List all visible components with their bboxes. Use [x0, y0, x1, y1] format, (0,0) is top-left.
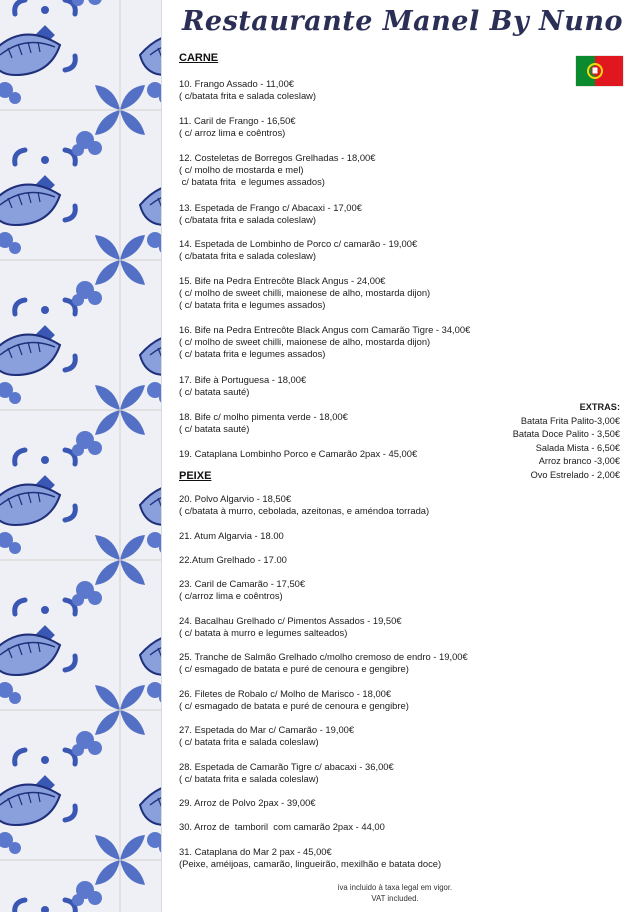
menu-item-detail: ( c/ molho de sweet chilli, maionese de alho, mostarda dijon): [179, 336, 431, 347]
menu-item: [179, 615, 402, 639]
extras-item: Arroz branco -3,00€: [538, 456, 620, 466]
extras-item: Batata Frita Palito-3,00€: [520, 415, 620, 426]
menu-item: [179, 651, 468, 675]
menu-item: [179, 578, 305, 602]
azulejo-tile-panel: [0, 0, 161, 912]
menu-item-detail: ( c/ molho de sweet chilli, maionese de alho, mostarda dijon): [179, 287, 431, 298]
menu-item-detail: ( c/ esmagado de batata e puré de cenoura e gengibre): [179, 700, 409, 711]
menu-item: [179, 78, 316, 102]
menu-item: [179, 797, 316, 809]
menu-item-title: 31. Cataplana do Mar 2 pax - 45,00€: [179, 846, 332, 857]
menu-item-title: 22.Atum Grelhado - 17.00: [179, 554, 287, 565]
menu-item: [179, 821, 385, 833]
menu-item: [179, 411, 348, 435]
menu-item: [179, 554, 287, 566]
menu-item: [179, 152, 375, 188]
menu-item-detail: ( c/batata frita e salada coleslaw): [179, 90, 317, 101]
menu-item-title: 14. Espetada de Lombinho de Porco c/ camarão - 19,00€: [179, 238, 418, 249]
menu-item-title: 23. Caril de Camarão - 17,50€: [179, 578, 306, 589]
menu-item-title: 19. Cataplana Lombinho Porco e Camarão 2pax - 45,00€: [179, 448, 418, 459]
menu-item-title: 16. Bife na Pedra Entrecôte Black Angus com Camarão Tigre - 34,00€: [179, 324, 471, 335]
menu-item-title: 11. Caril de Frango - 16,50€: [179, 115, 296, 126]
extras-box: [513, 401, 620, 482]
menu-item: [179, 688, 409, 712]
menu-item-detail: ( c/ arroz lima e coêntros): [179, 127, 286, 138]
menu-item: [179, 202, 362, 226]
vat-note-en: VAT included.: [371, 894, 419, 903]
extras-heading: EXTRAS:: [579, 402, 620, 412]
menu-item-detail: ( c/ batata frita e salada coleslaw): [179, 773, 319, 784]
menu-item-detail: ( c/ batata sauté): [179, 423, 250, 434]
menu-item: [179, 724, 354, 748]
footer-note: [290, 882, 500, 904]
menu-item: [179, 115, 296, 139]
menu-item: [179, 530, 284, 542]
tile-pattern-icon: [0, 0, 161, 912]
extras-item: Salada Mista - 6,50€: [535, 442, 620, 453]
menu-item-detail: ( c/ molho de mostarda e mel): [179, 164, 304, 175]
menu-item: [179, 238, 417, 262]
menu-item-title: 27. Espetada do Mar c/ Camarão - 19,00€: [179, 724, 355, 735]
panel-divider: [161, 0, 162, 912]
menu-item-detail: ( c/batata frita e salada coleslaw): [179, 250, 317, 261]
section-heading-carne: CARNE: [179, 52, 219, 64]
menu-item-title: 24. Bacalhau Grelhado c/ Pimentos Assados - 19,50€: [179, 615, 402, 626]
menu-item-title: 20. Polvo Algarvio - 18,50€: [179, 493, 292, 504]
menu-item-title: 25. Tranche de Salmão Grelhado c/molho cremoso de endro - 19,00€: [179, 651, 468, 662]
menu-item-detail: ( c/batata à murro, cebolada, azeitonas, e améndoa torrada): [179, 505, 430, 516]
menu-item-detail: ( c/ batata à murro e legumes salteados): [179, 627, 348, 638]
restaurant-title: Restaurante Manel By Nuno: [181, 6, 624, 37]
menu-item-title: 21. Atum Algarvia - 18.00: [179, 530, 284, 541]
menu-item: [179, 761, 394, 785]
menu-item: [179, 374, 306, 398]
menu-item-title: 30. Arroz de tamboril com camarão 2pax - 44,00: [179, 821, 385, 832]
menu-item: [179, 275, 430, 311]
menu-item-detail: ( c/arroz lima e coêntros): [179, 590, 283, 601]
menu-item-title: 13. Espetada de Frango c/ Abacaxi - 17,00€: [179, 202, 362, 213]
portugal-flag-icon: [576, 56, 623, 86]
menu-item-title: 18. Bife c/ molho pimenta verde - 18,00€: [179, 411, 348, 422]
menu-item-title: 28. Espetada de Camarão Tigre c/ abacaxi - 36,00€: [179, 761, 394, 772]
menu-item-detail: c/ batata frita e legumes assados): [179, 176, 325, 187]
section-heading-peixe: PEIXE: [179, 470, 212, 482]
menu-item-detail: ( c/ batata frita e legumes assados): [179, 299, 326, 310]
menu-item: [179, 324, 470, 360]
menu-item-detail: ( c/ batata frita e salada coleslaw): [179, 736, 319, 747]
extras-item: Ovo Estrelado - 2,00€: [530, 469, 620, 480]
menu-item-detail: (Peixe, améijoas, camarão, lingueirão, mexilhão e batata doce): [179, 858, 442, 869]
extras-item: Batata Doce Palito - 3,50€: [512, 429, 620, 439]
menu-item-title: 10. Frango Assado - 11,00€: [179, 78, 295, 89]
menu-item-detail: ( c/batata frita e salada coleslaw): [179, 214, 317, 225]
menu-item: [179, 846, 441, 870]
menu-item: [179, 448, 417, 460]
menu-item: [179, 493, 429, 517]
menu-item-title: 12. Costeletas de Borregos Grelhadas - 18,00€: [179, 152, 376, 163]
menu-item-detail: ( c/ batata sauté): [179, 386, 250, 397]
vat-note-pt: iva incluido à taxa legal em vigor.: [337, 883, 453, 892]
menu-item-title: 17. Bife à Portuguesa - 18,00€: [179, 374, 307, 385]
menu-item-title: 29. Arroz de Polvo 2pax - 39,00€: [179, 797, 316, 808]
menu-item-title: 15. Bife na Pedra Entrecôte Black Angus - 24,00€: [179, 275, 386, 286]
menu-item-detail: ( c/ batata frita e legumes assados): [179, 348, 326, 359]
menu-item-title: 26. Filetes de Robalo c/ Molho de Marisco - 18,00€: [179, 688, 392, 699]
menu-item-detail: ( c/ esmagado de batata e puré de cenoura e gengibre): [179, 663, 409, 674]
